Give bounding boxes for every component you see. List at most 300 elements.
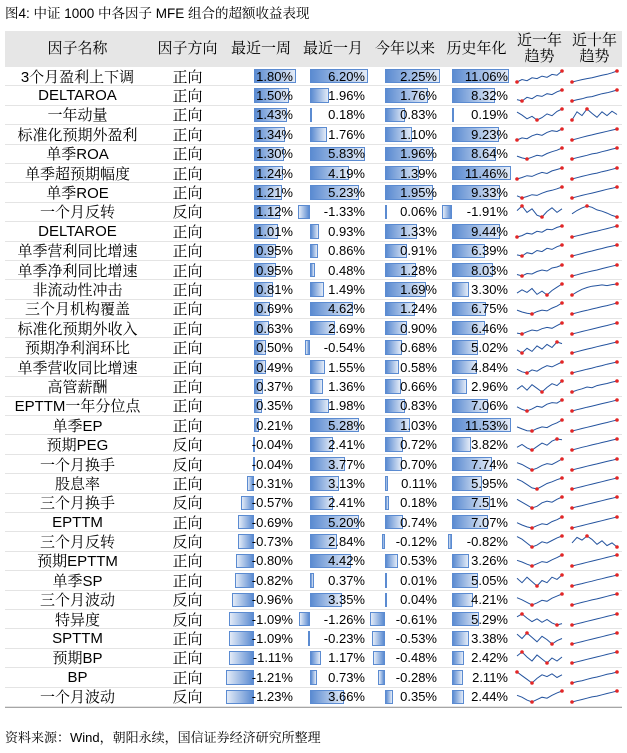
sparkline-1y [515,457,564,472]
data-bar-ytd [385,205,387,219]
return-cell-month [297,86,369,104]
return-value-ytd: 0.83% [400,107,437,123]
data-bar-ytd [373,651,385,665]
data-bar-annual [452,690,465,704]
sparkline-low-point [570,351,574,355]
trend-1y-cell [512,183,567,201]
trend-10y-cell [567,125,622,143]
sparkline-line [517,362,562,373]
data-bar-week [229,631,254,645]
table-row [5,513,622,532]
sparkline-high-point [560,185,564,189]
return-cell-week [225,571,297,589]
sparkline-line [572,439,617,450]
sparkline-low-point [535,487,539,491]
return-value-ytd: 0.72% [400,437,437,453]
return-value-month: 0.86% [328,243,365,259]
factor-name-cell: 非流动性冲击 [32,282,123,299]
return-value-week: 0.21% [256,417,293,433]
return-value-ytd: 0.18% [400,495,437,511]
return-cell-month [297,571,369,589]
trend-1y-cell [512,358,567,376]
return-value-ytd: 0.74% [400,514,437,530]
sparkline-line [517,148,562,159]
factor-name-cell: 三个月换手 [39,495,115,513]
table-row [5,552,622,571]
factor-name-cell: 单季营收同比增速 [17,359,138,377]
data-bar-month [308,631,310,645]
return-cell-month [297,106,369,124]
sparkline-line [572,362,617,373]
sparkline-low-point [535,119,539,123]
data-bar-month [310,224,319,238]
sparkline-1y [515,263,564,278]
return-value-week: 1.80% [256,68,293,84]
return-cell-annual [441,86,512,104]
data-bar-ytd [385,690,394,704]
return-value-annual: 0.19% [471,107,508,123]
factor-name-cell: SPTTM [52,630,103,648]
return-cell-ytd [369,397,441,415]
return-cell-annual [441,67,512,85]
table-row [5,300,622,319]
sparkline-low-point [570,700,574,704]
return-value-week: -0.82% [251,572,293,588]
return-cell-ytd [369,261,441,279]
trend-10y-cell [567,106,622,124]
return-value-annual: 2.42% [471,650,508,666]
sparkline-line [572,90,617,101]
return-cell-week [225,455,297,473]
factor-direction-cell: 正向 [172,359,203,377]
return-cell-month [297,629,369,647]
return-cell-annual [441,591,512,609]
factor-name-cell: 单季超预期幅度 [24,165,130,183]
return-cell-week [225,688,297,706]
sparkline-high-point [560,418,564,422]
sparkline-low-point [570,448,574,452]
return-value-month: 0.18% [328,107,365,123]
factor-direction-cell: 反向 [172,204,203,222]
return-value-month: 1.98% [328,398,365,414]
return-cell-month [297,552,369,570]
return-cell-month [297,164,369,182]
return-cell-week [225,513,297,531]
return-value-annual: 6.46% [471,320,508,336]
table-row [5,125,622,144]
return-cell-week [225,222,297,240]
return-value-month: 1.55% [328,359,365,375]
return-cell-week [225,164,297,182]
data-bar-annual [452,379,467,393]
return-cell-month [297,183,369,201]
factor-direction-cell: 正向 [172,165,203,183]
return-cell-ytd [369,688,441,706]
return-cell-annual [441,203,512,221]
return-value-ytd: 1.39% [400,165,437,181]
return-cell-month [297,688,369,706]
sparkline-1y [515,534,564,549]
return-cell-annual [441,183,512,201]
return-value-ytd: 1.10% [400,126,437,142]
sparkline-1y [515,398,564,413]
return-cell-ytd [369,280,441,298]
sparkline-low-point [615,545,619,549]
sparkline-line [517,109,562,120]
sparkline-low-point [530,681,534,685]
return-cell-week [225,629,297,647]
sparkline-1y [515,592,564,607]
table-row [5,145,622,164]
return-value-annual: -1.91% [466,204,508,220]
data-bar-month [310,263,314,277]
trend-1y-cell [512,688,567,706]
return-cell-week [225,300,297,318]
sparkline-high-point [615,379,619,383]
return-cell-ytd [369,494,441,512]
return-value-annual: -0.82% [466,534,508,550]
return-cell-week [225,377,297,395]
trend-10y-cell [567,688,622,706]
return-value-week: -0.31% [251,475,293,491]
sparkline-line [572,381,617,392]
sparkline-line [517,71,562,82]
sparkline-10y [570,321,619,336]
sparkline-high-point [615,282,619,286]
return-cell-ytd [369,377,441,395]
trend-10y-cell [567,145,622,163]
return-cell-annual [441,397,512,415]
table-row [5,67,622,86]
return-value-month: 0.48% [328,262,365,278]
return-value-ytd: 0.06% [400,204,437,220]
sparkline-10y [570,592,619,607]
factor-name-cell: 预期净利润环比 [24,340,130,358]
sparkline-1y [515,631,564,646]
trend-10y-cell [567,242,622,260]
return-value-week: -0.73% [251,534,293,550]
sparkline-line [517,303,562,314]
return-cell-week [225,106,297,124]
trend-10y-cell [567,649,622,667]
sparkline-low-point [525,410,529,414]
return-value-annual: 7.74% [471,456,508,472]
sparkline-low-point [515,177,519,181]
sparkline-line [517,536,562,547]
trend-10y-cell [567,494,622,512]
data-bar-annual [452,670,463,684]
sparkline-line [572,594,617,605]
return-value-annual: 9.44% [471,223,508,239]
sparkline-10y [570,515,619,530]
table-row [5,222,622,241]
table-row [5,242,622,261]
table-row [5,571,622,590]
sparkline-1y [515,243,564,258]
sparkline-high-point [560,554,564,558]
sparkline-low-point [570,313,574,317]
sparkline-1y [515,379,564,394]
sparkline-10y [570,224,619,239]
sparkline-low-point [530,603,534,607]
sparkline-low-point [570,526,574,530]
sparkline-low-point [570,274,574,278]
return-value-month: 1.36% [328,378,365,394]
return-value-week: 0.95% [256,262,293,278]
factor-name-cell: BP [67,668,88,686]
sparkline-1y [515,612,564,627]
factor-name-cell: 一个月波动 [39,689,115,707]
sparkline-high-point [560,69,564,73]
sparkline-1y [515,224,564,239]
sparkline-low-point [530,545,534,549]
return-value-ytd: 0.11% [401,475,437,491]
return-cell-month [297,242,369,260]
return-value-annual: 3.30% [471,281,508,297]
table-row [5,668,622,687]
return-cell-ytd [369,338,441,356]
return-cell-annual [441,629,512,647]
return-value-ytd: -0.28% [395,669,437,685]
data-bar-week [229,651,255,665]
sparkline-low-point [570,254,574,258]
data-bar-ytd [385,340,402,354]
trend-10y-cell [567,513,622,531]
sparkline-low-point [530,526,534,530]
sparkline-high-point [520,651,524,655]
sparkline-high-point [615,592,619,596]
sparkline-10y [570,379,619,394]
return-cell-annual [441,106,512,124]
sparkline-1y [515,340,564,355]
data-bar-month [298,205,310,219]
return-cell-annual [441,513,512,531]
data-bar-month [310,127,326,141]
return-value-ytd: 0.01% [400,572,437,588]
return-value-week: 1.24% [256,165,293,181]
sparkline-line [517,575,562,586]
return-value-ytd: 1.03% [400,417,437,433]
sparkline-10y [570,360,619,375]
table-body [5,67,622,707]
sparkline-high-point [615,224,619,228]
return-cell-month [297,222,369,240]
sparkline-1y [515,166,564,181]
return-cell-annual [441,358,512,376]
sparkline-high-point [560,495,564,499]
factor-direction-cell: 正向 [172,378,203,396]
return-cell-week [225,319,297,337]
return-cell-annual [441,435,512,453]
factor-direction-cell: 正向 [172,320,203,338]
trend-1y-cell [512,610,567,628]
sparkline-line [572,459,617,470]
return-cell-week [225,358,297,376]
sparkline-line [572,265,617,276]
sparkline-high-point [615,476,619,480]
sparkline-10y [570,107,619,122]
return-value-month: 2.84% [328,534,365,550]
trend-10y-cell [567,319,622,337]
trend-10y-cell [567,261,622,279]
return-cell-week [225,532,297,550]
sparkline-high-point [615,437,619,441]
return-cell-week [225,242,297,260]
table-header [5,31,622,67]
table-row [5,688,622,707]
return-cell-ytd [369,106,441,124]
sparkline-low-point [535,584,539,588]
factor-name-cell: 一个月反转 [39,204,115,222]
return-cell-annual [441,242,512,260]
return-value-week: 0.95% [256,243,293,259]
trend-10y-cell [567,338,622,356]
sparkline-line [572,129,617,140]
trend-10y-cell [567,358,622,376]
sparkline-low-point [530,313,534,317]
table-row [5,474,622,493]
sparkline-low-point [570,487,574,491]
factor-name-cell: 预期BP [52,650,103,668]
sparkline-low-point [545,293,549,297]
sparkline-10y [570,534,619,549]
return-cell-annual [441,668,512,686]
sparkline-1y [515,88,564,103]
return-value-month: 1.17% [328,650,365,666]
return-value-ytd: 0.58% [400,359,437,375]
return-cell-annual [441,416,512,434]
factor-direction-cell: 反向 [172,534,203,552]
return-value-week: 1.50% [256,88,293,104]
return-cell-month [297,125,369,143]
sparkline-line [572,148,617,159]
factor-direction-cell: 正向 [172,185,203,203]
data-bar-week [226,690,254,704]
table-row [5,455,622,474]
sparkline-high-point [560,457,564,461]
data-bar-ytd [385,379,401,393]
sparkline-line [517,187,562,198]
return-value-ytd: 1.69% [400,281,437,297]
return-value-annual: 8.03% [471,262,508,278]
return-value-annual: 7.06% [471,398,508,414]
data-bar-month [310,282,324,296]
return-cell-week [225,261,297,279]
factor-direction-cell: 反向 [172,437,203,455]
factor-direction-cell: 正向 [172,650,203,668]
return-cell-annual [441,532,512,550]
return-cell-week [225,280,297,298]
factor-name-cell: 预期PEG [46,437,109,455]
sparkline-line [517,168,562,179]
sparkline-high-point [560,515,564,519]
trend-1y-cell [512,338,567,356]
sparkline-1y [515,282,564,297]
factor-name-cell: 单季EP [52,417,103,435]
factor-direction-cell: 正向 [172,282,203,299]
return-cell-ytd [369,435,441,453]
return-cell-annual [441,552,512,570]
sparkline-low-point [570,506,574,510]
return-cell-week [225,435,297,453]
sparkline-line [517,614,562,625]
return-value-annual: 11.06% [464,68,508,84]
table-row [5,164,622,183]
table-row [5,435,622,454]
sparkline-high-point [560,534,564,538]
factor-return-table [5,31,622,708]
return-value-month: 5.83% [328,146,365,162]
return-cell-ytd [369,552,441,570]
data-bar-ytd [372,631,385,645]
sparkline-high-point [525,631,529,635]
return-cell-ytd [369,455,441,473]
return-value-month: 4.19% [328,165,365,181]
factor-name-cell: 预期EPTTM [37,553,118,571]
return-value-ytd: 0.53% [400,553,437,569]
return-cell-month [297,319,369,337]
factor-name-cell: 三个月机构覆盖 [24,301,130,319]
sparkline-10y [570,573,619,588]
sparkline-low-point [570,119,574,123]
return-value-week: 0.50% [256,340,293,356]
sparkline-high-point [560,224,564,228]
table-row [5,377,622,396]
trend-10y-cell [567,397,622,415]
sparkline-low-point [570,390,574,394]
factor-direction-cell: 正向 [172,572,203,590]
return-cell-month [297,280,369,298]
sparkline-line [517,459,562,470]
factor-direction-cell: 反向 [172,495,203,513]
sparkline-high-point [560,399,564,403]
return-cell-annual [441,377,512,395]
sparkline-high-point [615,573,619,577]
trend-1y-cell [512,629,567,647]
factor-name-cell: 单季ROA [46,146,109,164]
return-cell-annual [441,610,512,628]
header-trend-1y: 近一年 趋势 [516,32,562,65]
factor-direction-cell: 正向 [172,340,203,358]
return-value-week: 1.30% [256,146,293,162]
sparkline-high-point [615,515,619,519]
return-value-month: 0.93% [328,223,365,239]
return-cell-week [225,591,297,609]
table-row [5,416,622,435]
return-value-week: 1.21% [256,185,293,201]
factor-direction-cell: 正向 [172,475,203,493]
sparkline-1y [515,185,564,200]
trend-10y-cell [567,668,622,686]
return-value-annual: 5.95% [471,475,508,491]
sparkline-high-point [560,573,564,577]
header-last-week: 最近一周 [230,40,291,57]
return-cell-ytd [369,532,441,550]
sparkline-high-point [615,457,619,461]
sparkline-1y [515,107,564,122]
return-value-week: -1.11% [252,650,293,666]
factor-direction-cell: 正向 [172,553,203,571]
return-value-week: -0.04% [251,437,293,453]
return-cell-week [225,494,297,512]
sparkline-line [572,284,617,295]
return-cell-ytd [369,416,441,434]
sparkline-1y [515,360,564,375]
return-value-ytd: -0.12% [395,534,437,550]
data-bar-ytd [385,496,389,510]
sparkline-10y [570,146,619,161]
sparkline-1y [515,553,564,568]
